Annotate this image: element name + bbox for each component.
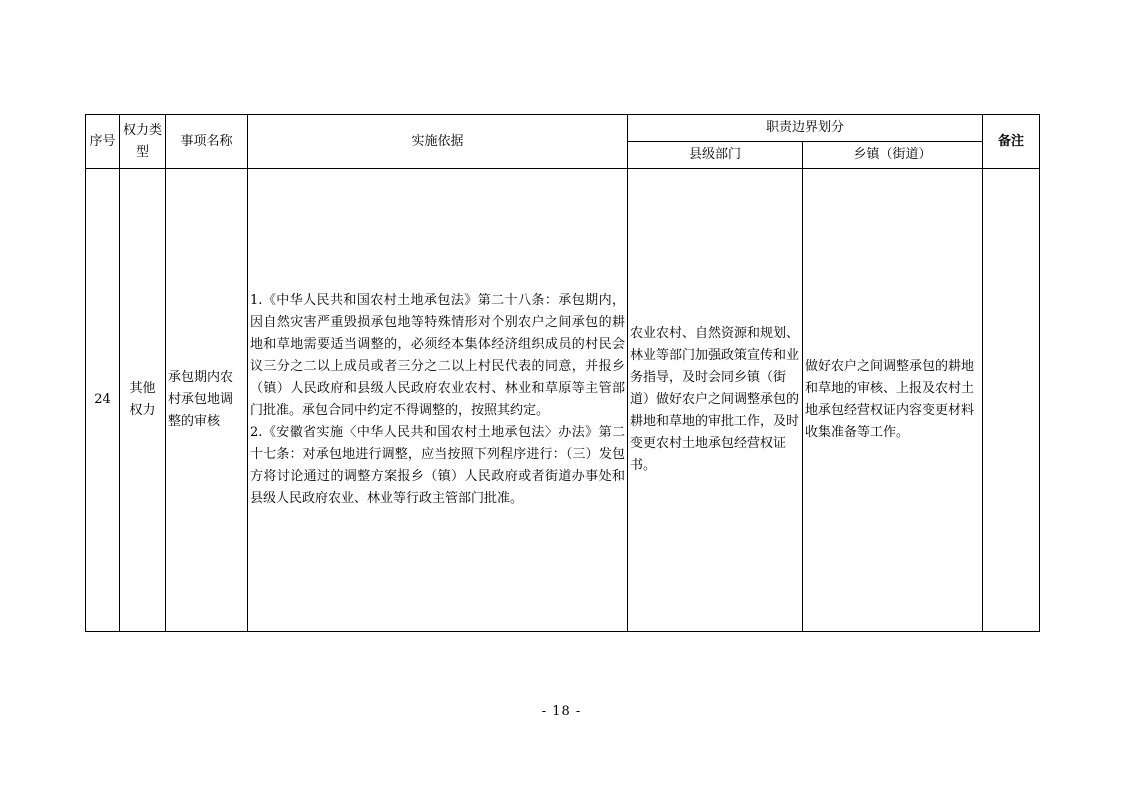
cell-seq (86, 169, 120, 632)
table-row (86, 169, 1040, 632)
header-item-name (166, 115, 248, 169)
header-duty-division-label: 职责边界划分 (766, 120, 845, 135)
cell-basis (248, 169, 628, 632)
basis-paragraph-2: 2.《安徽省实施〈中华人民共和国农村土地承包法〉办法》第二十七条：对承包地进行调整，应当按照下列程序进行：（三）发包方将讨论通过的调整方案报乡（镇）人民政府或者街道办事处和县级人民政府农业、林业等行政主管部门批准。 (250, 425, 625, 506)
cell-county-dept (628, 169, 803, 632)
cell-item-name (166, 169, 248, 632)
header-county-dept-label: 县级部门 (688, 147, 741, 162)
header-seq-label: 序号 (89, 133, 116, 149)
basis-paragraph-1: 1.《中华人民共和国农村土地承包法》第二十八条：承包期内，因自然灾害严重毁损承包地等特殊情形对个别农户之间承包的耕地和草地需要适当调整的，必须经本集体经济组织成员的村民会议三分之二以上成员或者三分之二以上村民代表的同意，并报乡（镇）人民政府和县级人民政府农业农村、林业和草原等主管部门批准。承包合同中约定不得调整的，按照其约定。 (250, 293, 625, 418)
row-county-dept: 农业农村、自然资源和规划、林业等部门加强政策宣传和业务指导，及时会同乡镇（街道）做好农户之间调整承包的耕地和草地的审批工作，及时变更农村土地承包经营权证书。 (630, 326, 800, 473)
row-item-name: 承包期内农村承包地调整的审核 (168, 370, 234, 429)
header-county-dept (628, 142, 803, 169)
header-township (803, 142, 983, 169)
cell-township (803, 169, 983, 632)
header-basis-label: 实施依据 (411, 133, 464, 149)
row-power-type: 其他权力 (129, 381, 156, 418)
header-row (86, 115, 1040, 142)
row-township: 做好农户之间调整承包的耕地和草地的审核、上报及农村土地承包经营权证内容变更材料收集准备等工作。 (805, 359, 975, 440)
header-duty-division (628, 115, 983, 142)
header-item-name-label: 事项名称 (180, 133, 233, 149)
cell-remarks (983, 169, 1040, 632)
header-remarks (983, 115, 1040, 169)
header-power-type (120, 115, 166, 169)
page-number: - 18 - (541, 704, 582, 719)
header-power-type-label: 权力类型 (122, 122, 162, 160)
row-seq: 24 (94, 392, 111, 407)
cell-power-type (120, 169, 166, 632)
responsibility-table (85, 114, 1040, 632)
header-basis (248, 115, 628, 169)
header-seq (86, 115, 120, 169)
header-remarks-label: 备注 (998, 133, 1025, 149)
header-township-label: 乡镇（街道） (853, 147, 932, 162)
